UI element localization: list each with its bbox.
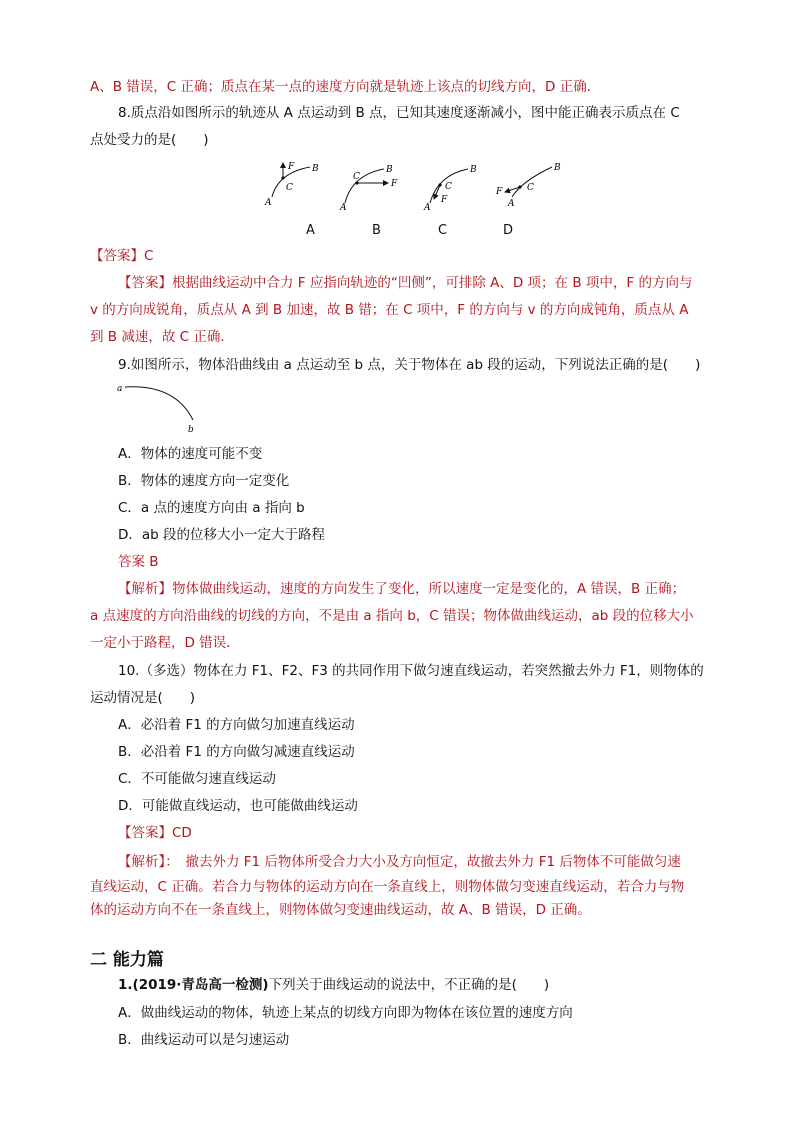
q10-stem-line1: 10.（多选）物体在力 F1、F2、F3 的共同作用下做匀速直线运动，若突然撤去外力 F1，则物体的 [118, 663, 704, 679]
q9-option-a: A．物体的速度可能不变 [118, 446, 263, 462]
prev-analysis-line: A、B 错误，C 正确；质点在某一点的速度方向就是轨迹上该点的切线方向，D 正确． [90, 79, 601, 95]
q10-option-c: C．不可能做匀速直线运动 [118, 771, 276, 787]
svg-text:C: C [286, 183, 293, 193]
svg-text:C: C [527, 183, 534, 193]
q8-analysis-line2: v 的方向成锐角，质点从 A 到 B 加速，故 B 错；在 C 项中，F 的方向与 v 的方向成钝角，质点从 A [90, 302, 689, 318]
figure-c-diagram [423, 165, 477, 213]
svg-text:A: A [340, 203, 347, 213]
q8-analysis-line3: 到 B 减速，故 C 正确． [90, 329, 234, 345]
q9-option-b: B．物体的速度方向一定变化 [118, 473, 290, 489]
q10-stem-line2: 运动情况是( ) [90, 690, 196, 706]
q10-option-a: A．必沿着 F1 的方向做匀加速直线运动 [118, 717, 355, 733]
svg-text:A: A [265, 198, 272, 208]
q10-analysis-line3: 体的运动方向不在一条直线上，则物体做匀变速曲线运动，故 A、B 错误，D 正确。 [90, 902, 591, 918]
q8-analysis-line1: 【答案】根据曲线运动中合力 F 应指向轨迹的“凹侧”，可排除 A、D 项；在 B 项中，F 的方向与 [118, 275, 693, 291]
s2-q1-stem [118, 975, 549, 995]
figure-label-c: C [438, 223, 448, 238]
q9-option-c: C．a 点的速度方向由 a 指向 b [118, 500, 305, 516]
svg-text:B: B [554, 163, 561, 173]
svg-text:F: F [496, 187, 503, 197]
q8-figure [0, 155, 794, 235]
svg-text:F: F [391, 179, 398, 189]
figure-d-diagram [495, 163, 561, 209]
q9-analysis-line2: a 点速度的方向沿曲线的切线的方向，不是由 a 指向 b，C 错误；物体做曲线运动，ab 段的位移大小 [90, 608, 694, 624]
figure-b-diagram [339, 165, 398, 213]
q8-answer: 【答案】C [90, 248, 154, 264]
s2-q1-option-a: A．做曲线运动的物体，轨迹上某点的切线方向即为物体在该位置的速度方向 [118, 1005, 573, 1021]
svg-text:B: B [470, 165, 477, 175]
q10-analysis-line1: 【解析】： 撤去外力 F1 后物体所受合力大小及方向恒定，故撤去外力 F1 后物体不可能做匀速 [118, 854, 681, 870]
q9-answer: 答案 B [118, 554, 159, 570]
s2-q1-option-b: B．曲线运动可以是匀速运动 [118, 1032, 290, 1048]
q10-answer: 【答案】CD [118, 825, 192, 841]
s2-q1-source: 1.(2019·青岛高一检测) [118, 977, 269, 993]
svg-text:C: C [353, 172, 360, 182]
svg-text:C: C [445, 182, 452, 192]
q9-analysis-line3: 一定小于路程，D 错误． [90, 635, 240, 651]
q9-stem: 9.如图所示，物体沿曲线由 a 点运动至 b 点，关于物体在 ab 段的运动，下列说法正确的是( ) [118, 357, 701, 373]
q8-stem-line2: 点处受力的是( ) [90, 132, 209, 148]
q10-option-d: D．可能做直线运动，也可能做曲线运动 [118, 798, 358, 814]
svg-text:B: B [312, 164, 319, 174]
figure-a-diagram [264, 162, 319, 208]
svg-text:b: b [188, 425, 194, 435]
figure-label-a: A [306, 223, 315, 238]
svg-text:B: B [386, 165, 393, 175]
q9-analysis-line1: 【解析】物体做曲线运动，速度的方向发生了变化，所以速度一定是变化的，A 错误，B 正确； [118, 581, 686, 597]
svg-text:A: A [508, 199, 515, 209]
q8-stem-line1: 8.质点沿如图所示的轨迹从 A 点运动到 B 点，已知其速度逐渐减小，图中能正确表示质点在 C [118, 105, 680, 121]
svg-text:F: F [441, 195, 448, 205]
q9-option-d: D．ab 段的位移大小一定大于路程 [118, 527, 326, 543]
q10-analysis-line2: 直线运动，C 正确。若合力与物体的运动方向在一条直线上，则物体做匀变速直线运动，若合力与物 [90, 879, 685, 895]
s2-q1-text: 下列关于曲线运动的说法中，不正确的是( ) [268, 977, 550, 993]
figure-label-d: D [503, 223, 514, 238]
svg-text:A: A [424, 203, 431, 213]
q9-curve-figure [115, 380, 235, 435]
figure-label-b: B [372, 223, 381, 238]
section-heading: 二 能力篇 [90, 950, 164, 970]
svg-text:a: a [117, 384, 123, 394]
svg-text:F: F [288, 162, 295, 172]
q10-option-b: B．必沿着 F1 的方向做匀减速直线运动 [118, 744, 355, 760]
